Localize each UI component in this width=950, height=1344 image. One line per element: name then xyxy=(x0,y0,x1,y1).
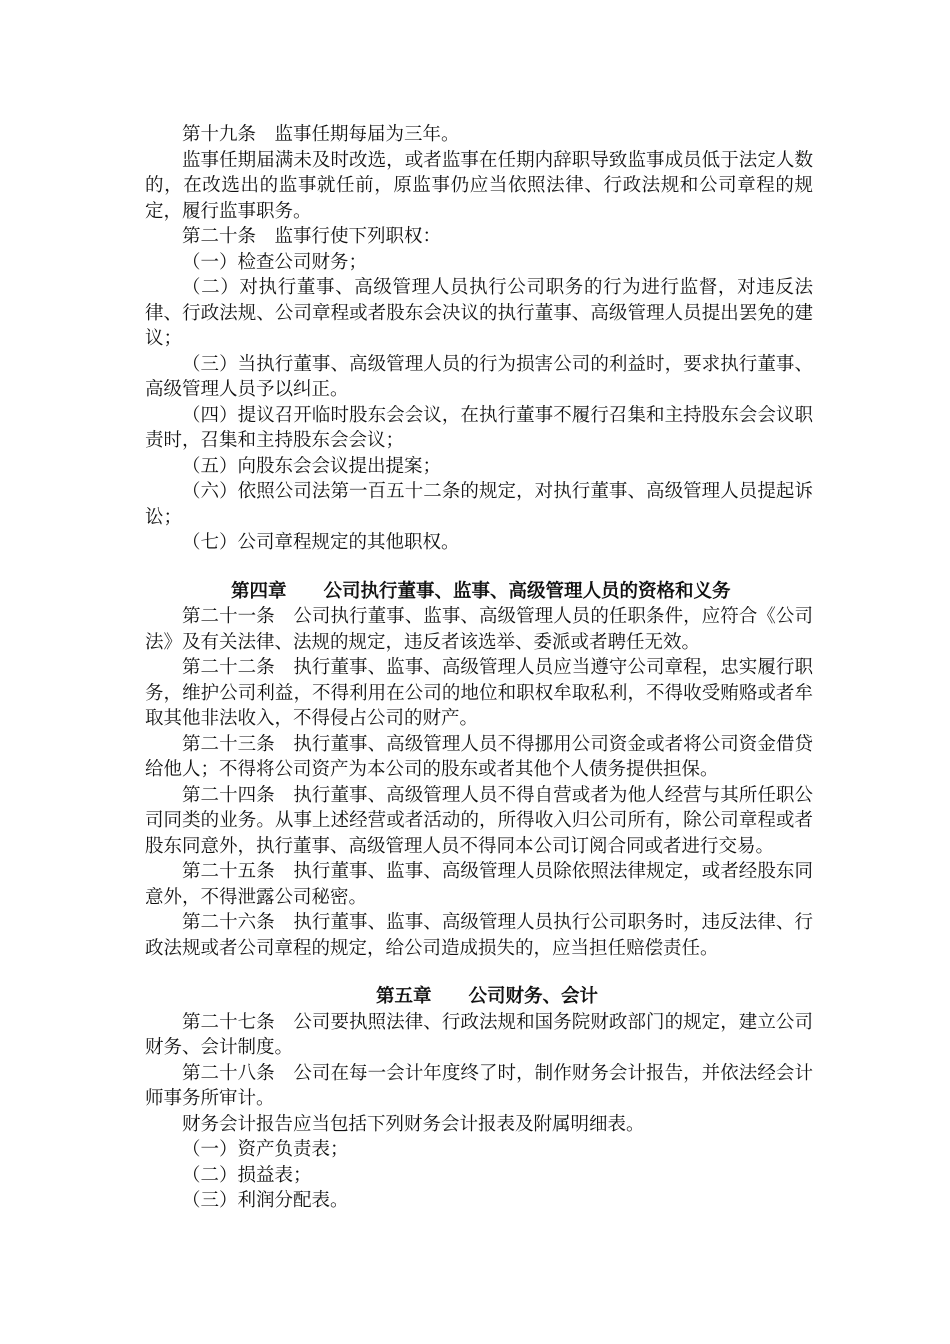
article-20-item-7: （七）公司章程规定的其他职权。 xyxy=(182,532,460,553)
chapter-5-heading: 第五章 公司财务、会计 xyxy=(376,986,599,1007)
article-28-item-3: （三）利润分配表。 xyxy=(182,1190,349,1211)
article-20-item-4: （四）提议召开临时股东会会议，在执行董事不履行召集和主持股东会会议职责时，召集和主持股东会会议； xyxy=(145,404,813,451)
article-28-item-2: （二）损益表； xyxy=(182,1164,312,1186)
article-28-item-1: （一）资产负责表； xyxy=(182,1139,349,1160)
article-23: 第二十三条 执行董事、高级管理人员不得挪用公司资金或者将公司资金借贷给他人；不得将公司资产为本公司的股东或者其他个人债务提供担保。 xyxy=(145,733,813,780)
article-20-item-6: （六）依照公司法第一百五十二条的规定，对执行董事、高级管理人员提起诉讼； xyxy=(145,481,813,528)
article-25: 第二十五条 执行董事、监事、高级管理人员除依照法律规定，或者经股东同意外，不得泄露公司秘密。 xyxy=(145,861,813,908)
article-20: 第二十条 监事行使下列职权： xyxy=(182,226,442,247)
article-20-item-5: （五）向股东会会议提出提案； xyxy=(182,455,442,477)
article-20-item-1: （一）检查公司财务； xyxy=(182,251,368,273)
chapter-4-heading: 第四章 公司执行董事、监事、高级管理人员的资格和义务 xyxy=(231,580,731,602)
article-26: 第二十六条 执行董事、监事、高级管理人员执行公司职务时，违反法律、行政法规或者公司章程的规定，给公司造成损失的，应当担任赔偿责任。 xyxy=(145,912,813,959)
article-24: 第二十四条 执行董事、高级管理人员不得自营或者为他人经营与其所任职公司同类的业务。从事上述经营或者活动的，所得收入归公司所有，除公司章程或者股东同意外，执行董事、高级管理人员不得同本公司订阅合同或者进行交易。 xyxy=(145,784,813,857)
article-20-item-2: （二）对执行董事、高级管理人员执行公司职务的行为进行监督，对违反法律、行政法规、公司章程或者股东会决议的执行董事、高级管理人员提出罢免的建议； xyxy=(145,277,813,349)
article-19-paragraph-2: 监事任期届满未及时改选，或者监事在任期内辞职导致监事成员低于法定人数的，在改选出的监事就任前，原监事仍应当依照法律、行政法规和公司章程的规定，履行监事职务。 xyxy=(145,149,813,222)
article-22: 第二十二条 执行董事、监事、高级管理人员应当遵守公司章程，忠实履行职务，维护公司利益，不得利用在公司的地位和职权牟取私利，不得收受贿赂或者牟取其他非法收入，不得侵占公司的财产。 xyxy=(145,657,813,729)
article-27: 第二十七条 公司要执照法律、行政法规和国务院财政部门的规定，建立公司财务、会计制度。 xyxy=(145,1011,813,1058)
document-page xyxy=(145,122,813,1214)
article-28-paragraph-2: 财务会计报告应当包括下列财务会计报表及附属明细表。 xyxy=(182,1113,645,1135)
article-20-item-3: （三）当执行董事、高级管理人员的行为损害公司的利益时，要求执行董事、高级管理人员予以纠正。 xyxy=(145,353,813,400)
article-19: 第十九条 监事任期每届为三年。 xyxy=(182,124,460,145)
article-21: 第二十一条 公司执行董事、监事、高级管理人员的任职条件，应符合《公司法》及有关法律、法规的规定，违反者该选举、委派或者聘任无效。 xyxy=(145,606,813,653)
article-28: 第二十八条 公司在每一会计年度终了时，制作财务会计报告，并依法经会计师事务所审计。 xyxy=(145,1062,813,1109)
